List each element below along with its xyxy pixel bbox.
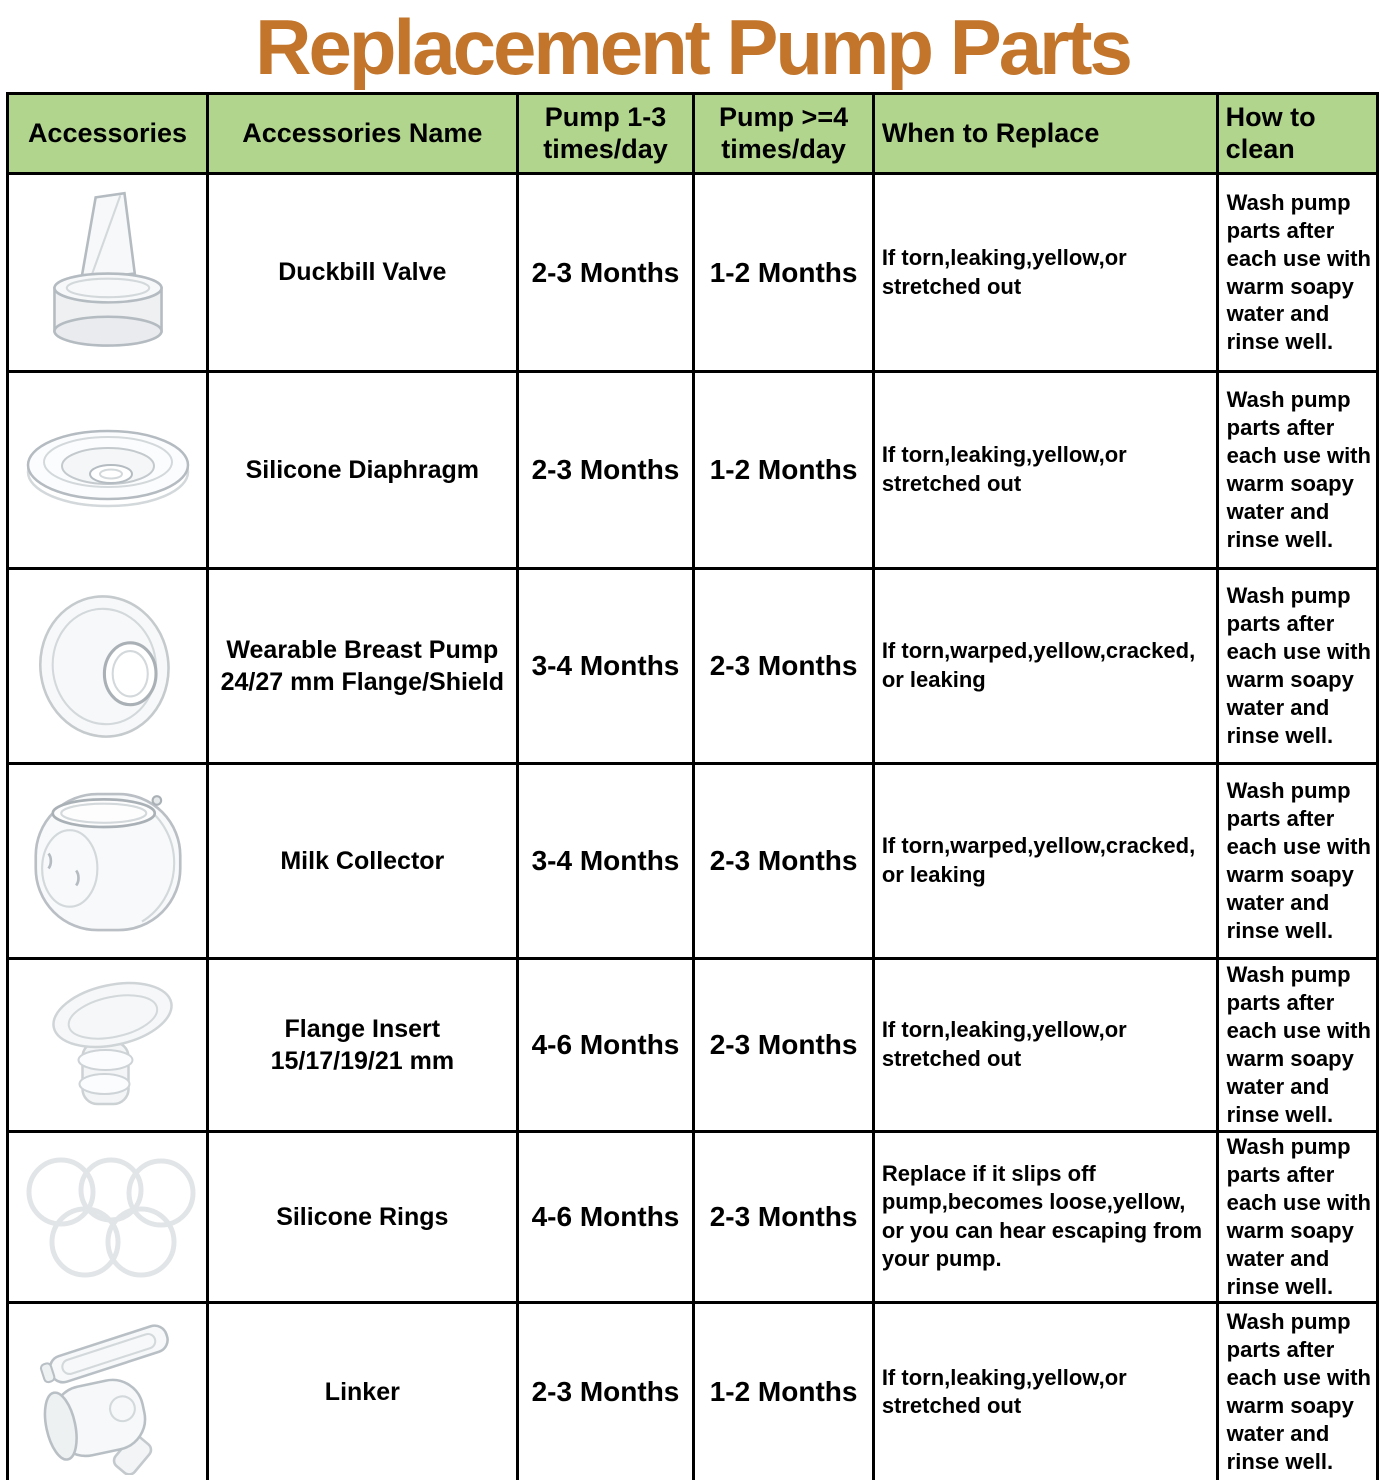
header-how-to-clean: How to clean xyxy=(1217,94,1377,174)
table-row-linker xyxy=(8,1302,1378,1480)
when-to-replace: If torn,leaking,yellow,or stretched out xyxy=(873,372,1217,569)
pump-1-3-interval: 2-3 Months xyxy=(517,372,694,569)
table-row-silicone-diaphragm xyxy=(8,372,1378,569)
replacement-parts-table xyxy=(6,92,1379,1480)
milk-collector-image xyxy=(23,781,193,941)
pump-1-3-interval: 3-4 Months xyxy=(517,764,694,959)
how-to-clean: Wash pump parts after each use with warm soapy water and rinse well. xyxy=(1217,764,1377,959)
flange-shield-image xyxy=(30,586,185,746)
header-pump-1-3: Pump 1-3 times/day xyxy=(517,94,694,174)
accessory-name: Duckbill Valve xyxy=(208,174,518,372)
accessory-name: Flange Insert 15/17/19/21 mm xyxy=(208,959,518,1132)
when-to-replace: If torn,leaking,yellow,or stretched out xyxy=(873,174,1217,372)
page-title: Replacement Pump Parts xyxy=(255,3,1130,91)
pump-1-3-interval: 3-4 Months xyxy=(517,569,694,764)
pump-4plus-interval: 2-3 Months xyxy=(694,959,873,1132)
accessory-image-cell xyxy=(8,569,208,764)
pump-4plus-interval: 1-2 Months xyxy=(694,1302,873,1480)
accessory-image-cell xyxy=(8,959,208,1132)
header-accessories: Accessories xyxy=(8,94,208,174)
flange-insert-image xyxy=(30,970,185,1120)
accessory-name: Milk Collector xyxy=(208,764,518,959)
accessory-image-cell xyxy=(8,1132,208,1303)
silicone-diaphragm-image xyxy=(18,410,198,530)
pump-1-3-interval: 2-3 Months xyxy=(517,1302,694,1480)
silicone-rings-image xyxy=(13,1147,203,1287)
table-row-duckbill-valve xyxy=(8,174,1378,372)
how-to-clean: Wash pump parts after each use with warm soapy water and rinse well. xyxy=(1217,569,1377,764)
header-pump-4plus: Pump >=4 times/day xyxy=(694,94,873,174)
how-to-clean: Wash pump parts after each use with warm soapy water and rinse well. xyxy=(1217,959,1377,1132)
table-row-flange-shield xyxy=(8,569,1378,764)
when-to-replace: If torn,warped,yellow,cracked, or leaking xyxy=(873,764,1217,959)
accessory-image-cell xyxy=(8,174,208,372)
pump-4plus-interval: 2-3 Months xyxy=(694,764,873,959)
accessory-image-cell xyxy=(8,764,208,959)
duckbill-valve-image xyxy=(33,185,183,360)
accessory-name: Wearable Breast Pump 24/27 mm Flange/Shield xyxy=(208,569,518,764)
accessory-image-cell xyxy=(8,372,208,569)
when-to-replace: Replace if it slips off pump,becomes loose,yellow, or you can hear escaping from your pump. xyxy=(873,1132,1217,1303)
how-to-clean: Wash pump parts after each use with warm soapy water and rinse well. xyxy=(1217,372,1377,569)
header-when-to-replace: When to Replace xyxy=(873,94,1217,174)
how-to-clean: Wash pump parts after each use with warm soapy water and rinse well. xyxy=(1217,1302,1377,1480)
accessory-name: Linker xyxy=(208,1302,518,1480)
when-to-replace: If torn,warped,yellow,cracked, or leaking xyxy=(873,569,1217,764)
pump-4plus-interval: 2-3 Months xyxy=(694,1132,873,1303)
accessory-name: Silicone Rings xyxy=(208,1132,518,1303)
pump-1-3-interval: 4-6 Months xyxy=(517,959,694,1132)
pump-4plus-interval: 1-2 Months xyxy=(694,174,873,372)
when-to-replace: If torn,leaking,yellow,or stretched out xyxy=(873,1302,1217,1480)
table-row-silicone-rings xyxy=(8,1132,1378,1303)
table-row-flange-insert xyxy=(8,959,1378,1132)
pump-4plus-interval: 2-3 Months xyxy=(694,569,873,764)
header-accessories-name: Accessories Name xyxy=(208,94,518,174)
how-to-clean: Wash pump parts after each use with warm soapy water and rinse well. xyxy=(1217,1132,1377,1303)
pump-1-3-interval: 4-6 Months xyxy=(517,1132,694,1303)
accessory-image-cell xyxy=(8,1302,208,1480)
pump-4plus-interval: 1-2 Months xyxy=(694,372,873,569)
accessory-name: Silicone Diaphragm xyxy=(208,372,518,569)
when-to-replace: If torn,leaking,yellow,or stretched out xyxy=(873,959,1217,1132)
table-header-row xyxy=(8,94,1378,174)
table-row-milk-collector xyxy=(8,764,1378,959)
how-to-clean: Wash pump parts after each use with warm soapy water and rinse well. xyxy=(1217,174,1377,372)
pump-1-3-interval: 2-3 Months xyxy=(517,174,694,372)
linker-image xyxy=(25,1310,190,1475)
